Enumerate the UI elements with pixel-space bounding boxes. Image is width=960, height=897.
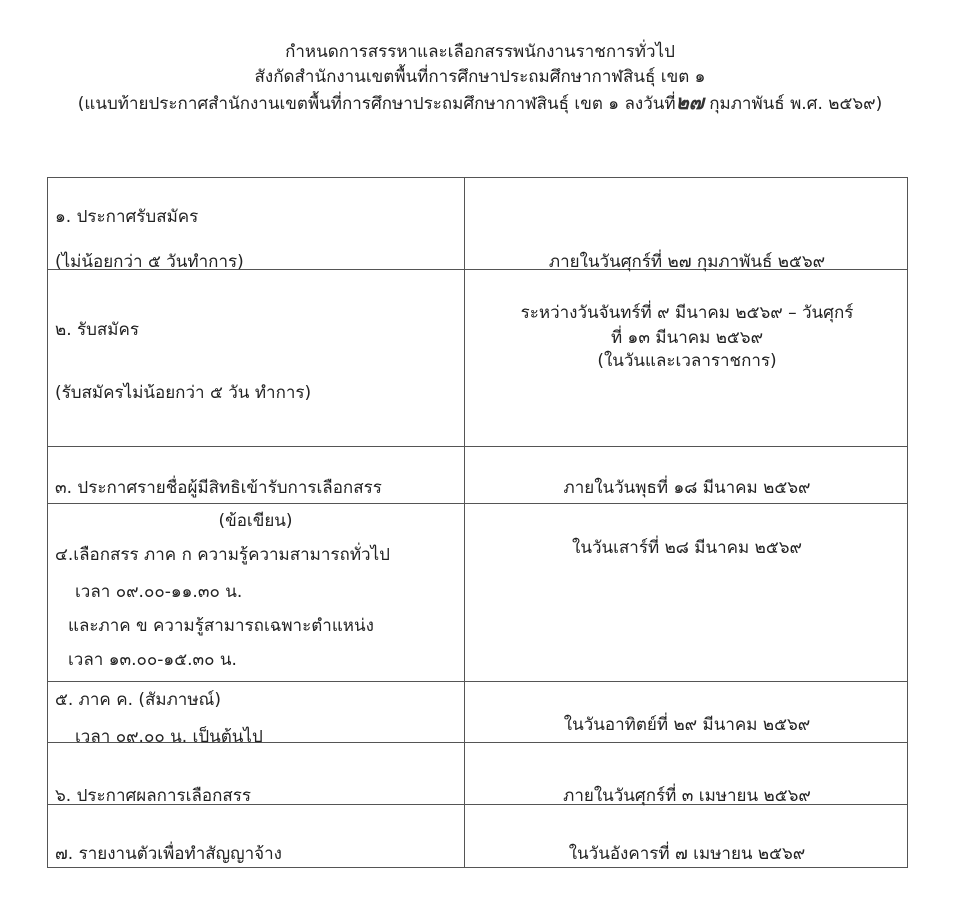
row7-date: ในวันอังคารที่ ๗ เมษายน ๒๕๖๙ xyxy=(568,844,806,864)
row1-step: ๑. ประกาศรับสมัคร xyxy=(55,207,199,227)
row2-date-3: (ในวันและเวลาราชการ) xyxy=(597,351,777,371)
title-line-1: กำหนดการสรรหาและเลือกสรรพนักงานราชการทั่วไป xyxy=(285,42,675,62)
title-line-3-suffix: กุมภาพันธ์ พ.ศ. ๒๕๖๙) xyxy=(703,94,883,114)
row3-date: ภายในวันพุธที่ ๑๘ มีนาคม ๒๕๖๙ xyxy=(563,478,811,498)
row4-written-label: (ข้อเขียน) xyxy=(218,511,293,531)
row2-date-2: ที่ ๑๓ มีนาคม ๒๕๖๙ xyxy=(610,328,764,348)
row7-step: ๗. รายงานตัวเพื่อทำสัญญาจ้าง xyxy=(55,844,282,864)
title-line-3 xyxy=(0,90,960,116)
row2-note: (รับสมัครไม่น้อยกว่า ๕ วัน ทำการ) xyxy=(55,383,312,403)
title-line-2: สังกัดสำนักงานเขตพื้นที่การศึกษาประถมศึกษากาฬสินธุ์ เขต ๑ xyxy=(254,67,706,87)
row1-date: ภายในวันศุกร์ที่ ๒๗ กุมภาพันธ์ ๒๕๖๙ xyxy=(548,252,826,272)
title-line-3-prefix: (แนบท้ายประกาศสำนักงานเขตพื้นที่การศึกษาประถมศึกษากาฬสินธุ์ เขต ๑ ลงวันที่ xyxy=(77,94,676,114)
row6-date: ภายในวันศุกร์ที่ ๓ เมษายน ๒๕๖๙ xyxy=(563,786,811,806)
row5-date: ในวันอาทิตย์ที่ ๒๙ มีนาคม ๒๕๖๙ xyxy=(563,715,811,735)
row-divider xyxy=(47,503,908,504)
row4-step: ๔.เลือกสรร ภาค ก ความรู้ความสามารถทั่วไป xyxy=(55,545,390,565)
row4-part-b: และภาค ข ความรู้สามารถเฉพาะตำแหน่ง xyxy=(68,616,374,636)
row4-date: ในวันเสาร์ที่ ๒๘ มีนาคม ๒๕๖๙ xyxy=(572,538,802,558)
row-divider xyxy=(47,681,908,682)
row3-step: ๓. ประกาศรายชื่อผู้มีสิทธิเข้ารับการเลือกสรร xyxy=(55,478,382,498)
row5-step: ๕. ภาค ค. (สัมภาษณ์) xyxy=(55,690,221,710)
row4-time-a: เวลา ๐๙.๐๐-๑๑.๓๐ น. xyxy=(75,582,243,602)
row4-time-b: เวลา ๑๓.๐๐-๑๕.๓๐ น. xyxy=(68,650,237,670)
row5-time: เวลา ๐๙.๐๐ น. เป็นต้นไป xyxy=(75,727,263,747)
row-divider xyxy=(47,446,908,447)
handwritten-day: ๒๗ xyxy=(675,90,704,114)
row2-date-1: ระหว่างวันจันทร์ที่ ๙ มีนาคม ๒๕๖๙ – วันศุกร์ xyxy=(520,303,854,323)
column-divider xyxy=(464,177,465,868)
row6-step: ๖. ประกาศผลการเลือกสรร xyxy=(55,786,251,806)
row2-step: ๒. รับสมัคร xyxy=(55,320,140,340)
row1-note: (ไม่น้อยกว่า ๕ วันทำการ) xyxy=(55,252,244,272)
